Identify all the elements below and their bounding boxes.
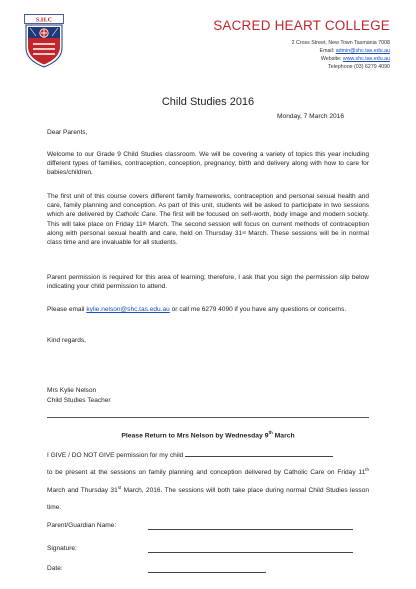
college-crest-logo [24, 14, 64, 68]
child-name-blank[interactable] [185, 449, 333, 457]
document-title: Child Studies 2016 [161, 96, 255, 108]
permission-statement: to be present at the sessions on family planning and conception delivered by Catholic Care on Friday 11th March and Thursday 31st March, 2016. The sessions will both take place during normal Child Studies lesson time. [47, 467, 369, 511]
signature-label: Signature: [47, 545, 77, 552]
paragraph-unit-details: The first unit of this course covers different family frameworks, contraception and personal sexual health and care, family planning and conception. As part of this unit, students will be asked to participate in two sessions which are delivered by Catholic Care. The first will be focused on self-worth, body image and modern society. This will take place on Friday 11th March. The second session will focus on current methods of contraception along with personal sexual health and care, held on Thursday 31st March. These sessions will be in normal class time and are invaluable for all students. [47, 193, 370, 247]
teacher-email-link[interactable]: kylie.nelson@shc.tas.edu.au [86, 306, 170, 313]
school-name: SACRED HEART COLLEGE [213, 18, 390, 33]
signer-title: Child Studies Teacher [47, 397, 111, 404]
letter-date: Monday, 7 March 2016 [277, 113, 344, 120]
parent-guardian-name-field[interactable] [148, 529, 353, 530]
paragraph-permission: Parent permission is required for this area of learning; therefore, I ask that you sign the permission slip below indicating your child permission to attend. [47, 274, 369, 291]
signature-field[interactable] [148, 552, 353, 553]
paragraph-contact: Please email kylie.nelson@shc.tas.edu.au or call me 6279 4090 if you have any questions or concerns. [47, 306, 347, 313]
website-label: Website: [320, 56, 343, 62]
school-email-link[interactable]: admin@shc.tas.edu.au [335, 48, 390, 54]
school-website-link[interactable]: www.shc.tas.edu.au [342, 56, 390, 62]
date-field[interactable] [148, 572, 266, 573]
salutation: Dear Parents, [47, 129, 88, 136]
return-instruction-title: Please Return to Mrs Nelson by Wednesday 9th March [121, 430, 295, 440]
parent-guardian-label: Parent/Guardian Name: [47, 522, 117, 529]
permission-choice-line: I GIVE / DO NOT GIVE permission for my child [47, 447, 369, 465]
tear-off-divider [47, 417, 369, 418]
school-email-line [320, 48, 390, 54]
email-label: Email: [319, 48, 336, 54]
svg-text:S.H.C: S.H.C [35, 16, 53, 24]
paragraph-welcome: Welcome to our Grade 9 Child Studies classroom. We will be covering a variety of topics this year including different types of families, contraception, conception, pregnancy, birth and delivery along with how to care for babies/children. [47, 151, 369, 177]
closing: Kind regards, [47, 337, 86, 344]
school-address: 2 Cross Street, New Town Tasmania 7008 [291, 40, 390, 46]
date-label: Date: [47, 565, 63, 572]
school-website-line [321, 56, 390, 62]
school-telephone: Telephone (03) 6279 4090 [328, 64, 390, 70]
catholic-care-emphasis: Catholic Care [115, 211, 156, 219]
signer-name: Mrs Kylie Nelson [47, 387, 97, 394]
